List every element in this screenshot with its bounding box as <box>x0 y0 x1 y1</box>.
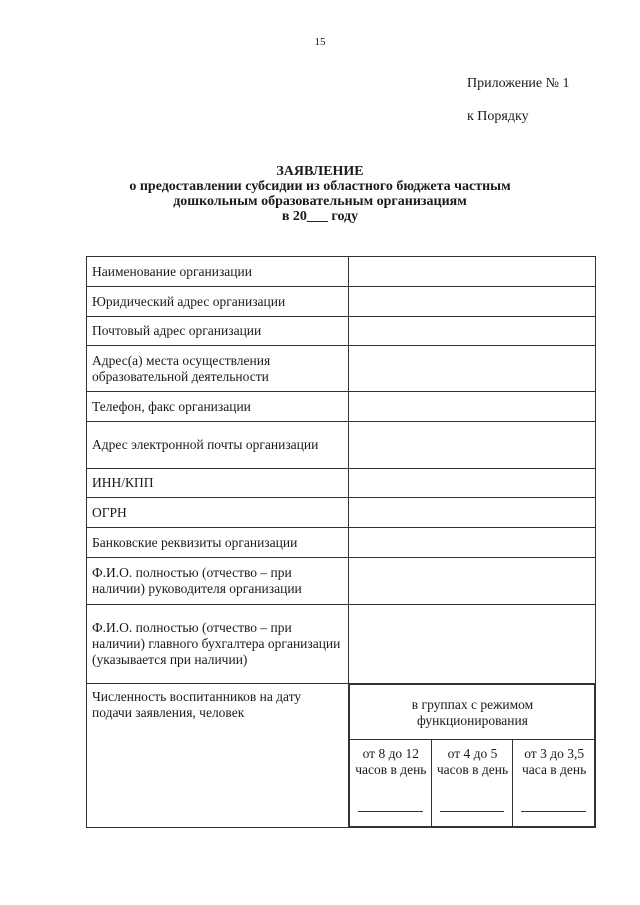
table-row <box>87 287 596 317</box>
pupils-col-8-12[interactable] <box>350 740 432 827</box>
table-row <box>87 257 596 287</box>
table-row <box>87 684 596 828</box>
field-value-ogrn[interactable] <box>349 498 596 528</box>
field-label-legal-address: Юридический адрес организации <box>87 287 349 317</box>
field-value-email[interactable] <box>349 422 596 469</box>
group-mode-header: в группах с режимом функционирования <box>350 685 595 740</box>
table-row <box>87 558 596 605</box>
title-heading: ЗАЯВЛЕНИЕ <box>276 164 364 179</box>
field-label-bank-details: Банковские реквизиты организации <box>87 528 349 558</box>
table-row <box>87 605 596 684</box>
field-value-activity-address[interactable] <box>349 346 596 392</box>
pupils-col-4-5[interactable] <box>431 740 513 827</box>
title-year: в 20___ году <box>281 209 359 224</box>
field-label-postal-address: Почтовый адрес организации <box>87 317 349 346</box>
field-value-legal-address[interactable] <box>349 287 596 317</box>
field-value-accountant-name[interactable] <box>349 605 596 684</box>
field-value-postal-address[interactable] <box>349 317 596 346</box>
table-row <box>87 346 596 392</box>
col-label-4-5: от 4 до 5 часов в день <box>436 746 509 777</box>
table-row <box>87 469 596 498</box>
fill-line <box>440 811 505 812</box>
col-label-8-12: от 8 до 12 часов в день <box>355 746 427 777</box>
fill-line <box>358 811 423 812</box>
title-line-2: о предоставлении субсидии из областного бюджета частным <box>129 179 511 194</box>
field-value-org-name[interactable] <box>349 257 596 287</box>
field-value-director-name[interactable] <box>349 558 596 605</box>
field-label-org-name: Наименование организации <box>87 257 349 287</box>
table-row <box>87 317 596 346</box>
appendix-number: Приложение № 1 <box>467 76 570 91</box>
page-number: 15 <box>314 36 326 48</box>
table-row <box>87 422 596 469</box>
field-value-inn-kpp[interactable] <box>349 469 596 498</box>
table-row <box>87 392 596 422</box>
field-label-email: Адрес электронной почты организации <box>87 422 349 469</box>
table-row <box>87 498 596 528</box>
field-label-pupils-count: Численность воспитанников на дату подачи заявления, человек <box>87 684 349 828</box>
title-line-3: дошкольным образовательным организациям <box>173 194 467 209</box>
field-value-phone-fax[interactable] <box>349 392 596 422</box>
fill-line <box>521 811 586 812</box>
document-title <box>0 164 640 224</box>
pupils-subtable <box>349 684 595 827</box>
field-label-phone-fax: Телефон, факс организации <box>87 392 349 422</box>
field-value-bank-details[interactable] <box>349 528 596 558</box>
pupils-breakdown <box>349 684 596 828</box>
pupils-col-3-3-5[interactable] <box>513 740 595 827</box>
appendix-reference: к Порядку <box>467 109 529 124</box>
field-label-ogrn: ОГРН <box>87 498 349 528</box>
col-label-3-3-5: от 3 до 3,5 часа в день <box>522 746 587 777</box>
table-row <box>87 528 596 558</box>
field-label-director-name: Ф.И.О. полностью (отчество – при наличии) руководителя организации <box>87 558 349 605</box>
field-label-inn-kpp: ИНН/КПП <box>87 469 349 498</box>
field-label-activity-address: Адрес(а) места осуществления образовательной деятельности <box>87 346 349 392</box>
field-label-accountant-name: Ф.И.О. полностью (отчество – при наличии) главного бухгалтера организации (указывается при наличии) <box>87 605 349 684</box>
application-form-table <box>86 256 596 828</box>
